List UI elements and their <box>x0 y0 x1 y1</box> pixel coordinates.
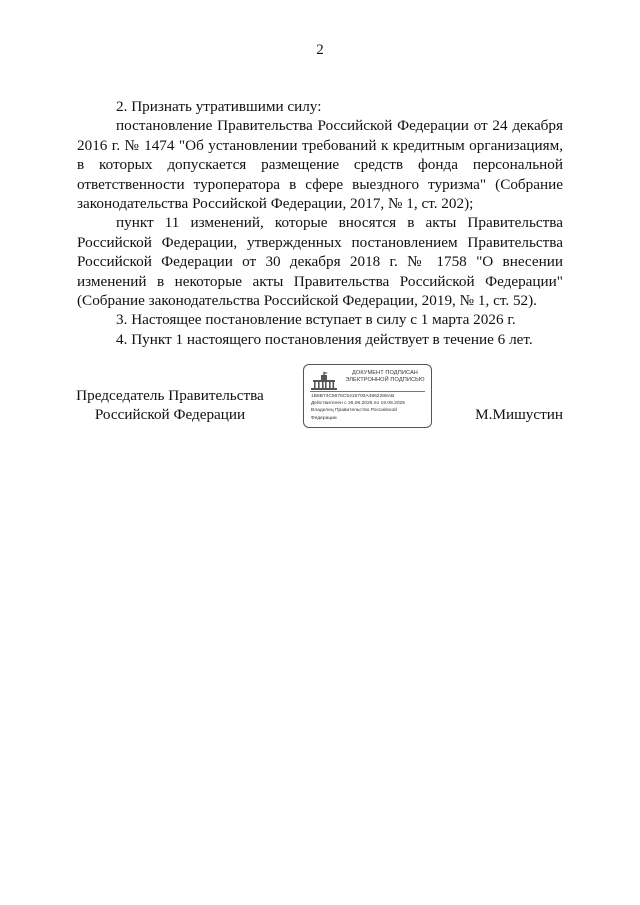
stamp-heading <box>342 370 428 384</box>
signer-name: М.Мишустин <box>475 406 563 423</box>
stamp-owner-line-1: Владелец Правительство Российской <box>311 408 397 414</box>
paragraph-repealed-act-2: пункт 11 изменений, которые вносятся в акты Правительства Российской Федерации, утвержденных постановлением Правительства Российской Федерации от 30 декабря 2018 г. № 1758 "О внесении изменений в некоторые акты Правительства Российской Федерации" (Собрание законодательства Российской Федерации, 2019, № 1, ст. 52). <box>77 214 563 310</box>
government-building-icon <box>310 371 338 391</box>
signer-title-line-1: Председатель Правительства <box>76 387 264 404</box>
page-number: 2 <box>316 42 324 58</box>
paragraph-repealed-act-1: постановление Правительства Российской Федерации от 24 декабря 2016 г. № 1474 "Об установлении требований к кредитным организациям, в которых допускается размещение средств фонда персональной ответственности туроператора в сфере выездного туризма" (Собрание законодательства Российской Федерации, 2017, № 1, ст. 202); <box>77 117 563 213</box>
stamp-details <box>311 393 429 422</box>
signer-title-line-2: Российской Федерации <box>94 406 246 424</box>
stamp-serial: 1B6B74C5676C5415700A4962288AB <box>311 394 395 399</box>
stamp-validity: Действителен с 26.06.2025 по 19.09.2026 <box>311 401 405 407</box>
stamp-owner-line-2: Федерации <box>311 415 337 421</box>
signer-title <box>70 386 270 425</box>
stamp-heading-line-2: ЭЛЕКТРОННОЙ ПОДПИСЬЮ <box>345 377 425 383</box>
stamp-divider <box>310 391 425 392</box>
electronic-signature-stamp <box>303 364 432 428</box>
document-body <box>77 97 563 349</box>
paragraph-item-3: 3. Настоящее постановление вступает в силу с 1 марта 2026 г. <box>116 311 516 329</box>
paragraph-item-4: 4. Пункт 1 настоящего постановления действует в течение 6 лет. <box>116 330 533 348</box>
paragraph-item-2: 2. Признать утратившими силу: <box>116 98 322 115</box>
stamp-heading-line-1: ДОКУМЕНТ ПОДПИСАН <box>352 370 418 376</box>
